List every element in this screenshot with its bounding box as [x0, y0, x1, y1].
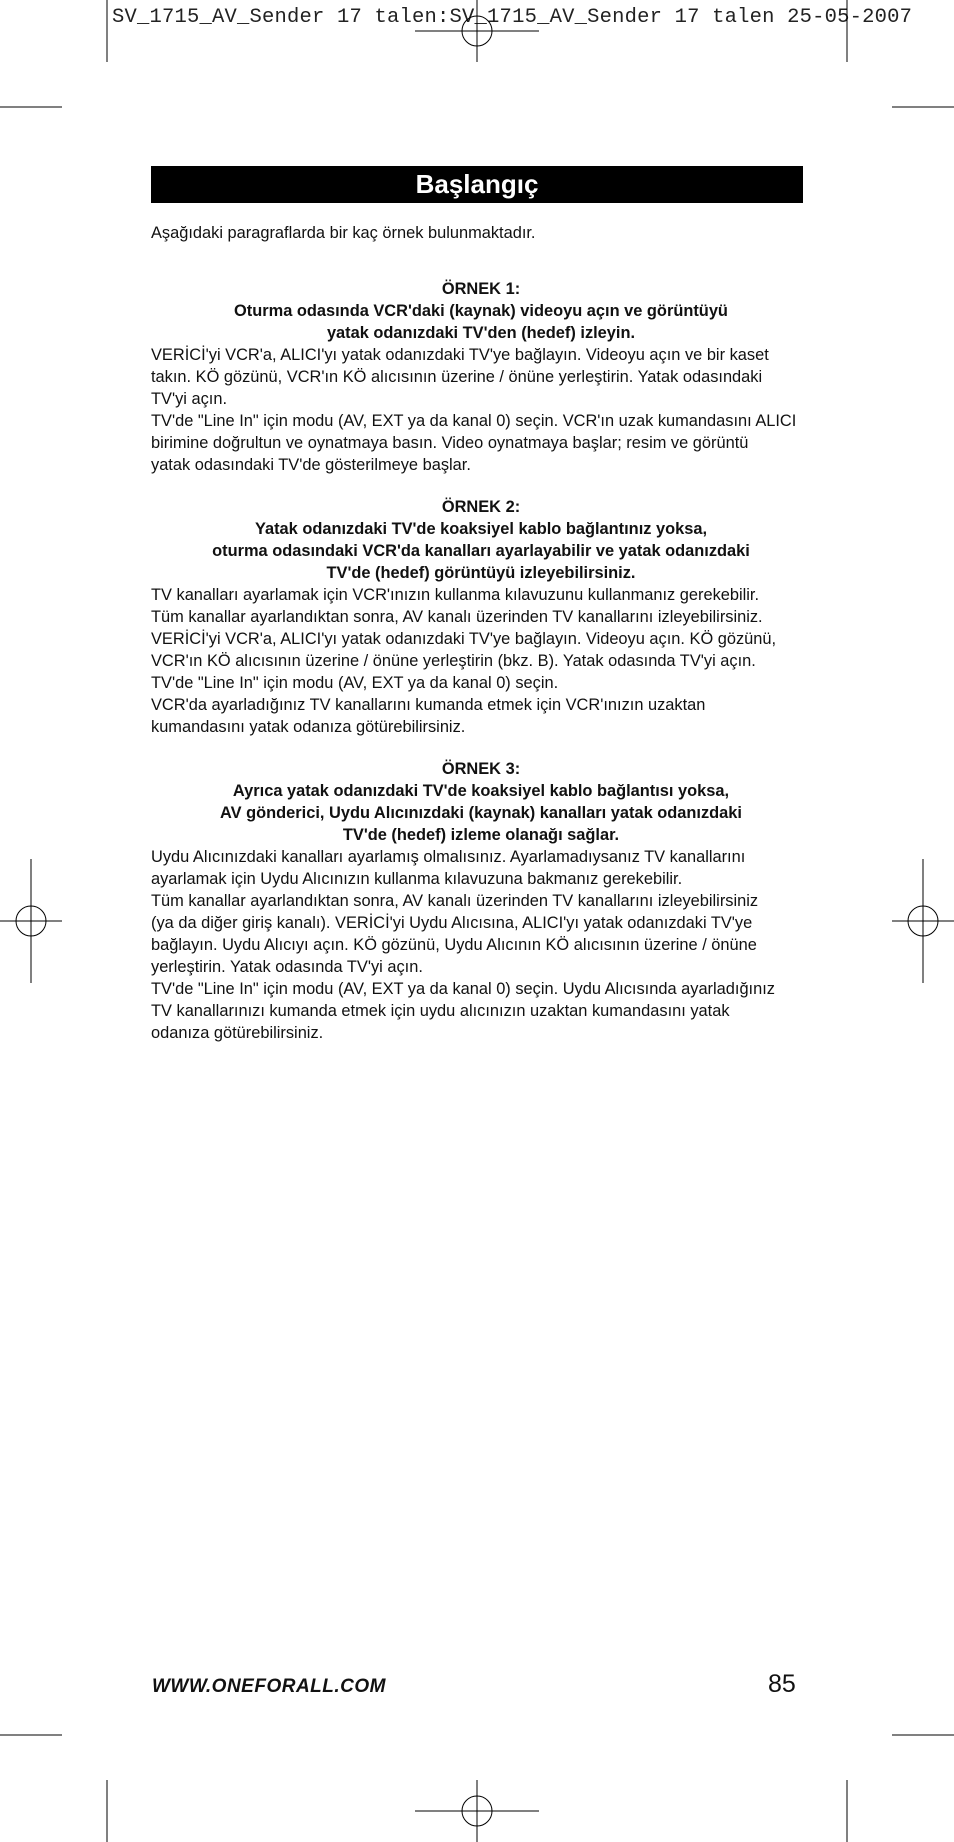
- body-line: odanıza götürebilirsiniz.: [151, 1024, 324, 1042]
- example-label: ÖRNEK 3:: [441, 760, 521, 778]
- body-line: TV'yi açın.: [151, 390, 227, 408]
- body-line: Tüm kanallar ayarlandıktan sonra, AV kanalı üzerinden TV kanallarını izleyebilirsiniz: [151, 892, 759, 910]
- example-3: [151, 758, 811, 1044]
- body-line: Tüm kanallar ayarlandıktan sonra, AV kanalı üzerinden TV kanallarını izleyebilirsiniz.: [151, 608, 763, 626]
- example-heading-line: yatak odanızdaki TV'den (hedef) izleyin.: [326, 324, 636, 342]
- example-heading-line: oturma odasındaki VCR'da kanalları ayarlayabilir ve yatak odanızdaki: [212, 542, 750, 560]
- example-label: ÖRNEK 2:: [441, 498, 521, 516]
- body-line: TV'de "Line In" için modu (AV, EXT ya da kanal 0) seçin. Uydu Alıcısında ayarladığınız: [151, 980, 775, 998]
- example-label: ÖRNEK 1:: [441, 280, 521, 298]
- example-heading-line: Oturma odasında VCR'daki (kaynak) videoyu açın ve görüntüyü: [234, 302, 728, 320]
- body-line: ayarlamak için Uydu Alıcınızın kullanma kılavuzuna bakmanız gerekebilir.: [151, 870, 683, 888]
- body-line: yatak odasındaki TV'de gösterilmeye başlar.: [151, 456, 471, 474]
- main-content: [151, 222, 811, 1044]
- body-line: TV kanalları ayarlamak için VCR'ınızın kullanma kılavuzunu kullanmanız gerekebilir.: [151, 586, 760, 604]
- example-heading-line: AV gönderici, Uydu Alıcınızdaki (kaynak) kanalları yatak odanızdaki: [220, 804, 742, 822]
- registration-mark-bottom: [415, 1780, 539, 1842]
- page-number: 85: [768, 1670, 796, 1698]
- print-header: SV_1715_AV_Sender 17 talen:SV_1715_AV_Sender 17 talen 25-05-2007: [112, 6, 913, 29]
- body-line: takın. KÖ gözünü, VCR'ın KÖ alıcısının üzerine / önüne yerleştirin. Yatak odasındaki: [151, 368, 763, 386]
- body-line: yerleştirin. Yatak odasında TV'yi açın.: [151, 958, 423, 976]
- footer-website-link[interactable]: WWW.ONEFORALL.COM: [152, 1676, 386, 1697]
- body-line: bağlayın. Uydu Alıcıyı açın. KÖ gözünü, Uydu Alıcının KÖ alıcısının üzerine / önüne: [151, 936, 757, 954]
- registration-mark-left: [0, 859, 62, 983]
- body-line: TV'de "Line In" için modu (AV, EXT ya da kanal 0) seçin.: [151, 674, 559, 692]
- body-line: TV kanallarınızı kumanda etmek için uydu alıcınızın uzaktan kumandasını yatak: [151, 1002, 730, 1020]
- example-heading-line: Ayrıca yatak odanızdaki TV'de koaksiyel kablo bağlantısı yoksa,: [232, 782, 730, 800]
- example-heading-line: TV'de (hedef) görüntüyü izleyebilirsiniz.: [326, 564, 636, 582]
- body-line: kumandasını yatak odanıza götürebilirsiniz.: [151, 718, 466, 736]
- body-line: VERİCİ'yi VCR'a, ALICI'yı yatak odanızdaki TV'ye bağlayın. Videoyu açın. KÖ gözünü,: [151, 630, 777, 648]
- example-heading-line: Yatak odanızdaki TV'de koaksiyel kablo bağlantınız yoksa,: [254, 520, 708, 538]
- example-heading-line: TV'de (hedef) izleme olanağı sağlar.: [342, 826, 620, 844]
- body-line: (ya da diğer giriş kanalı). VERİCİ'yi Uydu Alıcısına, ALICI'yı yatak odanızdaki TV'ye: [151, 914, 753, 932]
- body-line: TV'de "Line In" için modu (AV, EXT ya da kanal 0) seçin. VCR'ın uzak kumandasını ALICI: [151, 412, 797, 430]
- registration-mark-right: [892, 859, 954, 983]
- page-title: Başlangıç: [151, 166, 803, 203]
- example-1: [151, 278, 811, 476]
- body-line: Uydu Alıcınızdaki kanalları ayarlamış olmalısınız. Ayarlamadıysanız TV kanallarını: [151, 848, 746, 866]
- example-2: [151, 496, 811, 738]
- body-line: VCR'da ayarladığınız TV kanallarını kumanda etmek için VCR'ınızın uzaktan: [151, 696, 706, 714]
- intro-text: Aşağıdaki paragraflarda bir kaç örnek bulunmaktadır.: [151, 224, 536, 242]
- body-line: VCR'ın KÖ alıcısının üzerine / önüne yerleştirin (bkz. B). Yatak odasında TV'yi açın.: [151, 652, 756, 670]
- body-line: birimine doğrultun ve oynatmaya basın. Video oynatmaya başlar; resim ve görüntü: [151, 434, 749, 452]
- body-line: VERİCİ'yi VCR'a, ALICI'yı yatak odanızdaki TV'ye bağlayın. Videoyu açın ve bir kaset: [151, 346, 769, 364]
